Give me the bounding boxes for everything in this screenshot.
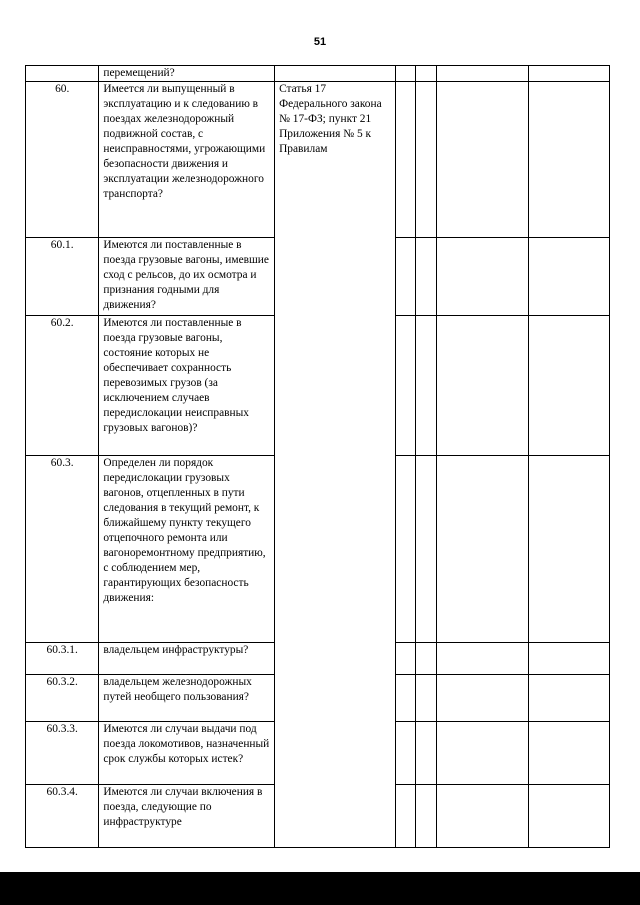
question-text: владельцем железнодорожных путей необщего пользования? — [99, 675, 275, 722]
row-number — [26, 66, 99, 82]
legal-reference: Статья 17 Федерального закона № 17-ФЗ; пункт 21 Приложения № 5 к Правилам — [275, 82, 396, 848]
question-text: Имеются ли случаи выдачи под поезда локомотивов, назначенный срок службы которых истек? — [99, 722, 275, 785]
row-number: 60. — [26, 82, 99, 238]
answer-no-cell — [415, 238, 437, 316]
answer-no-cell — [415, 316, 437, 456]
checklist-table — [25, 65, 610, 848]
note-cell — [529, 316, 610, 456]
answer-yes-cell — [396, 675, 416, 722]
answer-na-cell — [437, 66, 529, 82]
question-text: Имеются ли поставленные в поезда грузовые вагоны, состояние которых не обеспечивает сохранность перевозимых грузов (за исключением случаев передислокации неисправных грузовых вагонов)? — [99, 316, 275, 456]
answer-yes-cell — [396, 316, 416, 456]
row-number: 60.3.2. — [26, 675, 99, 722]
answer-no-cell — [415, 722, 437, 785]
answer-na-cell — [437, 316, 529, 456]
note-cell — [529, 675, 610, 722]
answer-yes-cell — [396, 456, 416, 643]
note-cell — [529, 66, 610, 82]
answer-no-cell — [415, 456, 437, 643]
answer-no-cell — [415, 643, 437, 675]
answer-na-cell — [437, 456, 529, 643]
answer-yes-cell — [396, 238, 416, 316]
answer-yes-cell — [396, 722, 416, 785]
answer-na-cell — [437, 82, 529, 238]
answer-na-cell — [437, 785, 529, 848]
answer-na-cell — [437, 643, 529, 675]
table-row — [26, 82, 610, 238]
scan-border — [0, 872, 640, 905]
answer-yes-cell — [396, 82, 416, 238]
row-number: 60.3.3. — [26, 722, 99, 785]
note-cell — [529, 456, 610, 643]
question-text: Имеются ли поставленные в поезда грузовые вагоны, имевшие сход с рельсов, до их осмотра и признания годными для движения? — [99, 238, 275, 316]
note-cell — [529, 643, 610, 675]
note-cell — [529, 785, 610, 848]
answer-na-cell — [437, 238, 529, 316]
answer-yes-cell — [396, 643, 416, 675]
answer-na-cell — [437, 675, 529, 722]
page-number: 51 — [313, 36, 327, 48]
row-number: 60.1. — [26, 238, 99, 316]
question-text: Определен ли порядок передислокации грузовых вагонов, отцепленных в пути следования в текущий ремонт, к ближайшему пункту текущего отцепочного ремонта или вагоноремонтному предприятию, с соблюдением мер, гарантирующих безопасность движения: — [99, 456, 275, 643]
answer-no-cell — [415, 66, 437, 82]
answer-no-cell — [415, 785, 437, 848]
question-text: владельцем инфраструктуры? — [99, 643, 275, 675]
question-text: перемещений? — [99, 66, 275, 82]
question-text: Имеется ли выпущенный в эксплуатацию и к следованию в поездах железнодорожный подвижной состав, с неисправностями, угрожающими безопасности движения и эксплуатации железнодорожного транспорта? — [99, 82, 275, 238]
answer-na-cell — [437, 722, 529, 785]
note-cell — [529, 82, 610, 238]
row-number: 60.2. — [26, 316, 99, 456]
legal-reference-cell — [275, 66, 396, 82]
row-number: 60.3. — [26, 456, 99, 643]
row-number: 60.3.4. — [26, 785, 99, 848]
table-row — [26, 66, 610, 82]
answer-yes-cell — [396, 66, 416, 82]
question-text: Имеются ли случаи включения в поезда, следующие по инфраструктуре — [99, 785, 275, 848]
note-cell — [529, 722, 610, 785]
answer-yes-cell — [396, 785, 416, 848]
row-number: 60.3.1. — [26, 643, 99, 675]
answer-no-cell — [415, 82, 437, 238]
answer-no-cell — [415, 675, 437, 722]
note-cell — [529, 238, 610, 316]
